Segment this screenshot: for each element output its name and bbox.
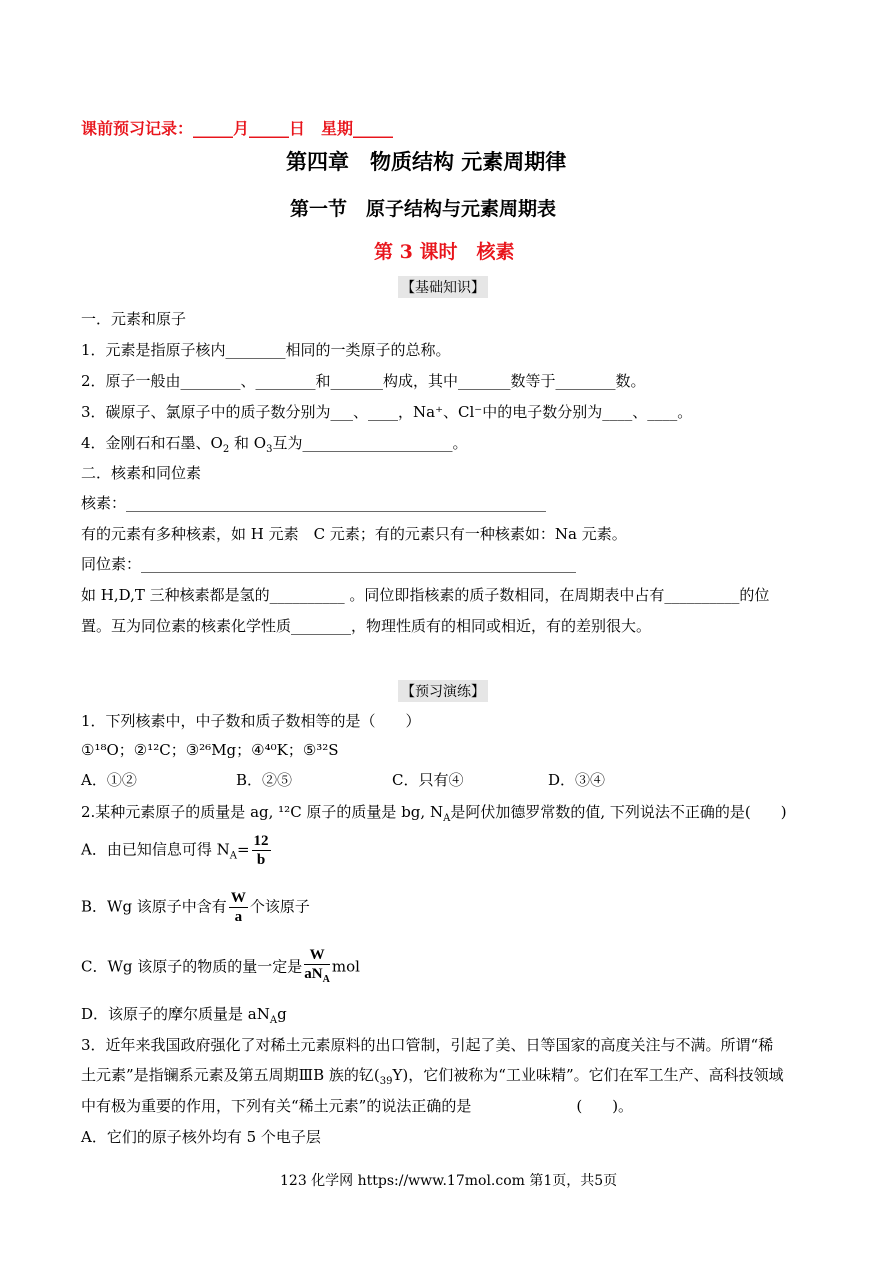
subscript: A — [269, 1015, 278, 1026]
subscript: A — [443, 813, 451, 824]
practice-q1-choice-b: B．②⑤ — [236, 771, 293, 789]
fraction-denominator — [304, 965, 330, 989]
subscript: 2 — [222, 444, 230, 455]
nuclide-definition: 核素：________________________________________________________ — [81, 494, 547, 512]
part1-heading: 一．元素和原子 — [81, 310, 187, 328]
fraction-denominator: a — [234, 909, 243, 925]
practice-q2-choice-b — [81, 889, 310, 926]
practice-q1-options: ①¹⁸O；②¹²C；③²⁶Mg；④⁴⁰K；⑤³²S — [81, 741, 339, 759]
practice-q2-choice-a — [81, 832, 273, 869]
choice-b-suffix: 个该原子 — [249, 897, 310, 916]
subscript: A — [229, 850, 237, 862]
fraction-denominator: b — [256, 852, 266, 868]
practice-q1-choice-c: C．只有④ — [392, 771, 464, 789]
basic-q4-b: 和 O — [234, 434, 267, 452]
basic-q4-c: 互为____________________。 — [272, 434, 468, 452]
practice-q3-choice-a: A．它们的原子核外均有 5 个电子层 — [81, 1128, 321, 1146]
practice-q1-choice-d: D．③④ — [548, 771, 606, 789]
subscript: 3 — [266, 444, 273, 455]
equals-sign: = — [236, 840, 250, 859]
isotope-text-line1: 如 H,D,T 三种核素都是氢的__________ 。同位即指核素的质子数相同，在周期表中占有__________的位 — [81, 586, 770, 604]
basic-knowledge-heading: 【基础知识】 — [398, 276, 488, 298]
choice-d-prefix: D．该原子的摩尔质量是 aN — [81, 1005, 270, 1023]
choice-a-prefix: A．由已知信息可得 N — [81, 840, 230, 859]
section-title: 第一节 原子结构与元素周期表 — [290, 198, 557, 220]
practice-q1-choice-a: A．①② — [81, 771, 137, 789]
choice-c-prefix: C．Wg 该原子的物质的量一定是 — [81, 957, 303, 976]
page-footer: 123 化学网 https://www.17mol.com 第1页，共5页 — [280, 1173, 618, 1189]
practice-q2-choice-c — [81, 946, 360, 989]
denominator-main: aN — [304, 966, 323, 982]
subscript: A — [322, 974, 330, 985]
basic-q1: 1．元素是指原子核内________相同的一类原子的总称。 — [81, 341, 451, 359]
basic-q4 — [81, 432, 467, 455]
basic-q4-a: 4．金刚石和石墨、O — [81, 434, 223, 452]
practice-q2-text: 2.某种元素原子的质量是 ag, ¹²C 原子的质量是 bg, N — [81, 803, 444, 821]
basic-q3: 3．碳原子、氯原子中的质子数分别为___、____，Na⁺、Cl⁻中的电子数分别为____、____。 — [81, 403, 693, 421]
practice-q3-line2 — [81, 1064, 784, 1087]
fraction-w-over-a — [229, 889, 248, 926]
fraction-numerator: 12 — [253, 833, 269, 849]
part2-heading: 二．核素和同位素 — [81, 464, 202, 482]
preview-record: 课前预习记录：_____月_____日 星期_____ — [81, 119, 394, 138]
practice-q2-tail: 是阿伏加德罗常数的值, 下列说法不正确的是( ) — [450, 803, 787, 821]
isotope-text-line2: 置。互为同位素的核素化学性质________，物理性质有的相同或相近，有的差别很大。 — [81, 617, 652, 635]
q3-line2-a: 土元素”是指镧系元素及第五周期ⅢB 族的钇( — [81, 1066, 380, 1084]
choice-d-suffix: g — [277, 1005, 287, 1023]
chapter-title: 第四章 物质结构 元素周期律 — [286, 149, 567, 174]
lesson-title: 第 3 课时 核素 — [374, 241, 515, 263]
practice-q2 — [81, 801, 787, 824]
subscript: 39 — [379, 1076, 393, 1087]
nuclide-text: 有的元素有多种核素，如 H 元素 C 元素；有的元素只有一种核素如：Na 元素。 — [81, 525, 627, 543]
practice-q1: 1．下列核素中，中子数和质子数相等的是（ ） — [81, 712, 421, 730]
practice-heading: 【预习演练】 — [398, 680, 488, 702]
fraction-numerator: W — [230, 890, 246, 906]
fraction-numerator: W — [304, 946, 330, 965]
practice-q2-choice-d — [81, 1003, 287, 1026]
q3-line2-b: Y)，它们被称为“工业味精”。它们在军工生产、高科技领域 — [392, 1066, 784, 1084]
fraction-w-over-ana — [304, 946, 330, 989]
practice-q3-line1: 3．近年来我国政府强化了对稀土元素原料的出口管制，引起了美、日等国家的高度关注与不满。所谓“稀 — [81, 1036, 774, 1054]
isotope-definition: 同位素：__________________________________________________________ — [81, 555, 577, 573]
basic-q2: 2．原子一般由________、________和_______构成，其中_______数等于________数。 — [81, 372, 646, 390]
choice-c-suffix: mol — [331, 957, 360, 976]
practice-q3-line3: 中有极为重要的作用，下列有关“稀土元素”的说法正确的是 ( )。 — [81, 1097, 634, 1115]
choice-b-prefix: B．Wg 该原子中含有 — [81, 897, 227, 916]
fraction-12-over-b — [252, 832, 271, 869]
